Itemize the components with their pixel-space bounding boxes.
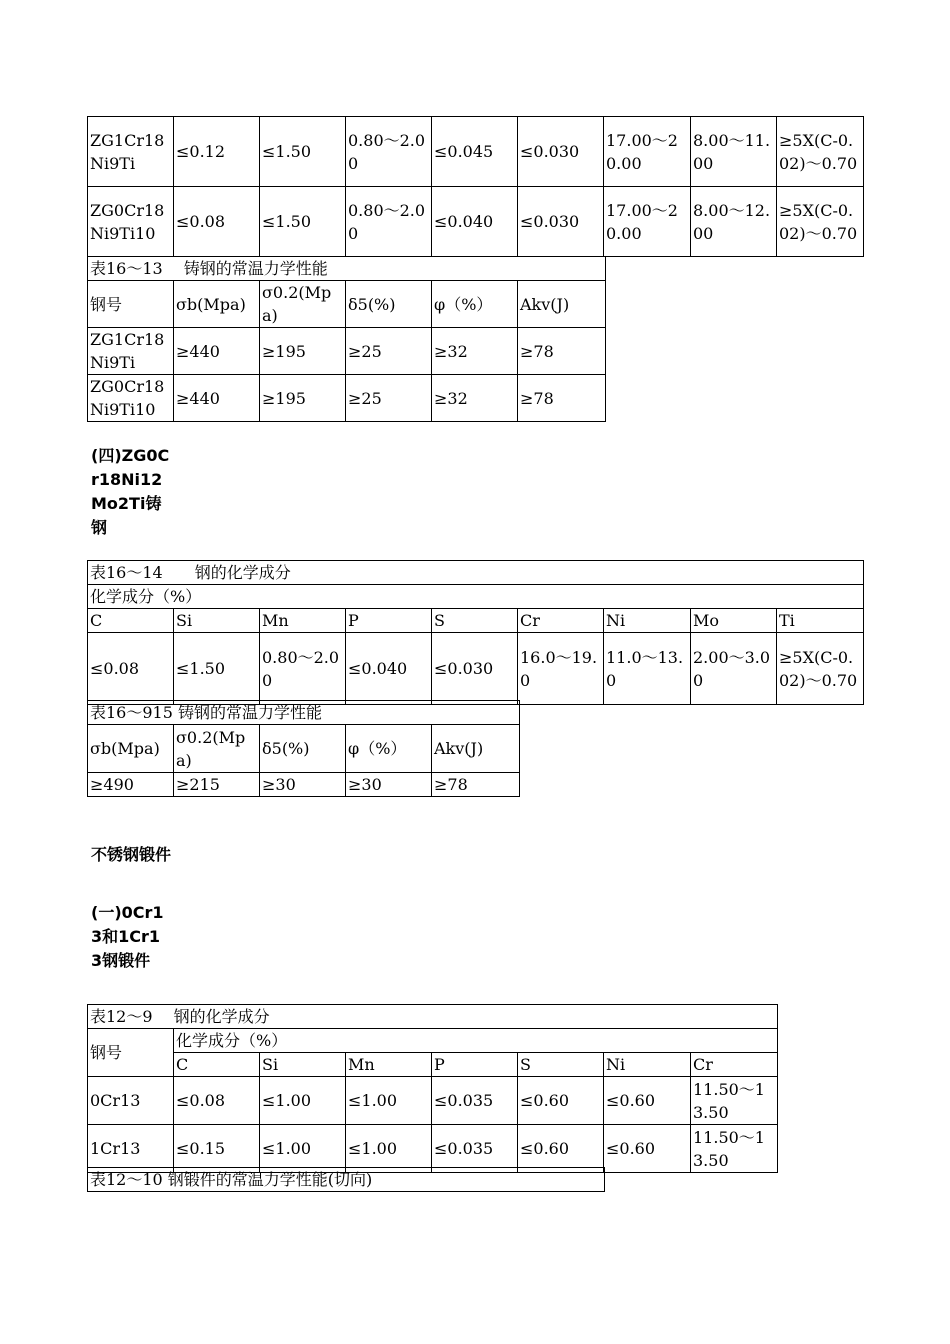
table-row — [88, 328, 606, 375]
header-cell: σb(Mpa) — [88, 725, 174, 773]
table-cell: ≥30 — [346, 773, 432, 797]
table-row — [88, 773, 520, 797]
si-cell: ≤1.50 — [260, 117, 346, 187]
header-cell: σ0.2(Mpa) — [260, 281, 346, 328]
table-cell: 0Cr13 — [88, 1077, 174, 1125]
header-cell: φ（%） — [432, 281, 518, 328]
header-cell: δ5(%) — [260, 725, 346, 773]
ti-cell: ≥5X(C-0.02)～0.70 — [777, 187, 864, 257]
header-cell: P — [432, 1053, 518, 1077]
header-cell: Cr — [518, 609, 604, 633]
s-cell: ≤0.030 — [518, 117, 604, 187]
si-cell: ≤1.50 — [260, 187, 346, 257]
section-heading: 不锈钢锻件 — [91, 845, 172, 864]
table-cell: ≤1.00 — [260, 1077, 346, 1125]
header-cell: Si — [174, 609, 260, 633]
table-row — [88, 187, 864, 257]
header-cell: φ（%） — [346, 725, 432, 773]
mechanical-properties-table-mo — [87, 700, 520, 797]
header-cell: Mn — [260, 609, 346, 633]
table-cell: ≥440 — [174, 328, 260, 375]
table-cell: ≤0.15 — [174, 1125, 260, 1173]
header-cell: Ti — [777, 609, 864, 633]
table-cell: ≤1.50 — [174, 633, 260, 705]
table-cell: ≤0.040 — [346, 633, 432, 705]
header-cell: Ni — [604, 609, 691, 633]
table-cell: 1Cr13 — [88, 1125, 174, 1173]
table-cell: ≤0.08 — [88, 633, 174, 705]
header-cell: C — [88, 609, 174, 633]
table-cell: ≥32 — [432, 375, 518, 422]
table-cell: ≥25 — [346, 328, 432, 375]
table-row — [88, 1077, 778, 1125]
table-cell: ≤0.60 — [604, 1077, 691, 1125]
cr-cell: 17.00～20.00 — [604, 187, 691, 257]
s-cell: ≤0.030 — [518, 187, 604, 257]
header-cell: Mn — [346, 1053, 432, 1077]
table-row — [88, 375, 606, 422]
header-cell: σb(Mpa) — [174, 281, 260, 328]
ti-cell: ≥5X(C-0.02)～0.70 — [777, 117, 864, 187]
table-row — [88, 1125, 778, 1173]
table-cell: ≤0.60 — [604, 1125, 691, 1173]
table-subcaption: 化学成分（%） — [88, 585, 864, 609]
c-cell: ≤0.08 — [174, 187, 260, 257]
table-cell: 11.50～13.50 — [691, 1125, 778, 1173]
table-cell: ≤0.035 — [432, 1125, 518, 1173]
table-cell: ≤1.00 — [346, 1077, 432, 1125]
header-cell: 钢号 — [88, 281, 174, 328]
section-heading: (四)ZG0Cr18Ni12Mo2Ti铸钢 — [91, 446, 170, 537]
table-cell: ≤0.030 — [432, 633, 518, 705]
header-cell: S — [432, 609, 518, 633]
table-cell: ZG0Cr18Ni9Ti10 — [88, 375, 174, 422]
header-cell: Akv(J) — [432, 725, 520, 773]
ni-cell: 8.00～11.00 — [691, 117, 777, 187]
table-caption: 表16～14 钢的化学成分 — [88, 561, 864, 585]
c-cell: ≤0.12 — [174, 117, 260, 187]
table-header-row — [88, 281, 606, 328]
table-cell: ≥25 — [346, 375, 432, 422]
table-cell: 2.00～3.00 — [691, 633, 777, 705]
header-cell: Mo — [691, 609, 777, 633]
header-cell: S — [518, 1053, 604, 1077]
table-cell: ≥32 — [432, 328, 518, 375]
table-cell: ≥440 — [174, 375, 260, 422]
table-subcaption: 化学成分（%） — [174, 1029, 778, 1053]
table-cell: ≤0.60 — [518, 1125, 604, 1173]
table-cell: ≥78 — [518, 375, 606, 422]
header-cell: Cr — [691, 1053, 778, 1077]
mn-cell: 0.80～2.00 — [346, 187, 432, 257]
table-row — [88, 117, 864, 187]
table-row — [88, 633, 864, 705]
table-cell: ≥30 — [260, 773, 346, 797]
table-cell: ≥195 — [260, 328, 346, 375]
table-caption: 表12～9 钢的化学成分 — [88, 1005, 778, 1029]
table-cell: ≤1.00 — [260, 1125, 346, 1173]
header-cell: Si — [260, 1053, 346, 1077]
table-cell: 16.0～19.0 — [518, 633, 604, 705]
grade-cell: ZG0Cr18Ni9Ti10 — [88, 187, 174, 257]
table-cell: ≥490 — [88, 773, 174, 797]
header-cell: 钢号 — [88, 1029, 174, 1077]
table-cell: ≤0.08 — [174, 1077, 260, 1125]
header-cell: Ni — [604, 1053, 691, 1077]
table-caption: 表16～13 铸钢的常温力学性能 — [88, 257, 606, 281]
table-cell: ≥78 — [518, 328, 606, 375]
table-header-row — [88, 1053, 778, 1077]
table-cell: 11.50～13.50 — [691, 1077, 778, 1125]
grade-cell: ZG1Cr18Ni9Ti — [88, 117, 174, 187]
table-cell: ≤0.035 — [432, 1077, 518, 1125]
subsection-heading: (一)0Cr13和1Cr13钢锻件 — [91, 903, 164, 970]
table-cell: 0.80～2.00 — [260, 633, 346, 705]
cr-cell: 17.00～20.00 — [604, 117, 691, 187]
mechanical-properties-table — [87, 256, 606, 422]
table-cell: ≥215 — [174, 773, 260, 797]
table-header-row — [88, 609, 864, 633]
table-cell: ZG1Cr18Ni9Ti — [88, 328, 174, 375]
p-cell: ≤0.045 — [432, 117, 518, 187]
forging-properties-table — [87, 1167, 605, 1192]
table-cell: ≥5X(C-0.02)～0.70 — [777, 633, 864, 705]
ni-cell: 8.00～12.00 — [691, 187, 777, 257]
header-cell: Akv(J) — [518, 281, 606, 328]
table-cell: 11.0～13.0 — [604, 633, 691, 705]
table-cell: ≤1.00 — [346, 1125, 432, 1173]
mn-cell: 0.80～2.00 — [346, 117, 432, 187]
composition-table-mo — [87, 560, 864, 705]
header-cell: C — [174, 1053, 260, 1077]
table-cell: ≥78 — [432, 773, 520, 797]
table-cell: ≥195 — [260, 375, 346, 422]
header-cell: δ5(%) — [346, 281, 432, 328]
table-cell: ≤0.60 — [518, 1077, 604, 1125]
table-header-row — [88, 725, 520, 773]
header-cell: σ0.2(Mpa) — [174, 725, 260, 773]
header-cell: P — [346, 609, 432, 633]
table-caption: 表16～915 铸钢的常温力学性能 — [88, 701, 520, 725]
composition-table-continued — [87, 116, 864, 257]
p-cell: ≤0.040 — [432, 187, 518, 257]
table-caption: 表12～10 钢锻件的常温力学性能(切向) — [88, 1168, 605, 1192]
forging-composition-table — [87, 1004, 778, 1173]
